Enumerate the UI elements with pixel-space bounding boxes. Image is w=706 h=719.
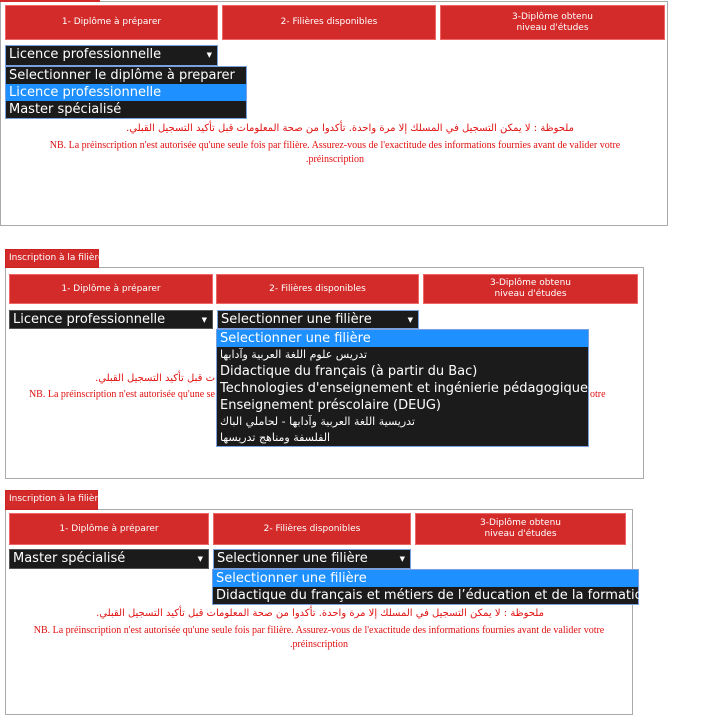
- step3-header: [440, 5, 665, 40]
- step1-header: 1- Diplôme à préparer: [5, 5, 218, 40]
- step3-line2: niveau d'études: [484, 529, 557, 539]
- dropdown-option[interactable]: Enseignement préscolaire (DEUG): [220, 398, 441, 413]
- filiere-select-value: Selectionner une filière: [217, 551, 368, 566]
- arabic-note-partial: ت قبل تأكيد التسجيل القبلي.: [95, 373, 215, 384]
- chevron-down-icon: ▼: [407, 316, 413, 324]
- diplome-select-value: Licence professionnelle: [9, 47, 162, 62]
- step3-line1: 3-Diplôme obtenu: [490, 278, 571, 288]
- step3-line1: 3-Diplôme obtenu: [512, 11, 593, 22]
- arabic-note: ملحوظة : لا يمكن التسجيل في المسلك إلا مرة واحدة. تأكدوا من صحة المعلومات قبل تأكيد التسجيل القبلي.: [126, 123, 574, 134]
- step3-header: [423, 274, 638, 304]
- dropdown-option[interactable]: Selectionner le diplôme à preparer: [9, 68, 235, 83]
- step2-header: 2- Filières disponibles: [213, 513, 411, 545]
- french-note-partial: NB. La préinscription n'est autorisée qu'une se: [28, 389, 215, 400]
- diplome-select[interactable]: [5, 45, 218, 66]
- step3-header: [415, 513, 626, 545]
- dropdown-option[interactable]: Master spécialisé: [9, 102, 122, 117]
- diplome-select[interactable]: [9, 549, 209, 569]
- dropdown-option[interactable]: Didactique du français et métiers de l’éducation et de la formation: [216, 588, 651, 603]
- french-note-line: NB. La préinscription n'est autorisée qu'une seule fois par filière. Assurez-vous de l'exactitude des informations fournies avant de valider votre: [49, 140, 621, 151]
- dropdown-option[interactable]: Technologies d'enseignement et ingénierie pédagogique: [220, 381, 588, 396]
- french-note: [8, 624, 630, 652]
- filiere-select[interactable]: [213, 549, 411, 569]
- step2-header: 2- Filières disponibles: [216, 274, 419, 304]
- step2-header: 2- Filières disponibles: [222, 5, 436, 40]
- diplome-select-value: Master spécialisé: [13, 551, 126, 566]
- step3-line2: niveau d'études: [494, 289, 567, 299]
- filiere-select-value: Selectionner une filière: [221, 312, 372, 327]
- french-note-line: NB. La préinscription n'est autorisée qu'une seule fois par filière. Assurez-vous de l'exactitude des informations fournies avant de valider votre: [33, 625, 605, 636]
- diplome-dropdown-list: [5, 66, 247, 119]
- step3-line1: 3-Diplôme obtenu: [480, 518, 561, 528]
- filiere-dropdown-list: [216, 329, 589, 447]
- chevron-down-icon: ▼: [197, 555, 203, 563]
- dropdown-option[interactable]: Didactique du français (à partir du Bac): [220, 364, 478, 379]
- diplome-select-value: Licence professionnelle: [13, 312, 166, 327]
- chevron-down-icon: ▼: [201, 316, 207, 324]
- dropdown-option-selected[interactable]: Selectionner une filière: [217, 330, 588, 347]
- french-note-end: .préinscription: [305, 154, 365, 165]
- tab-inscription-filiere[interactable]: Inscription à la filière: [5, 249, 99, 268]
- arabic-note: ملحوظة : لا يمكن التسجيل في المسلك إلا مرة واحدة. تأكدوا من صحة المعلومات قبل تأكيد التسجيل القبلي.: [96, 608, 544, 619]
- filiere-dropdown-list: [212, 569, 651, 605]
- tab-inscription-filiere[interactable]: Inscription à la filière: [5, 490, 98, 510]
- dropdown-option[interactable]: تدريسية اللغة العربية وآدابها - لحاملي الباك: [220, 415, 415, 428]
- dropdown-option-selected[interactable]: Licence professionnelle: [6, 84, 246, 101]
- dropdown-option[interactable]: تدريس علوم اللغة العربية وآدابها: [220, 348, 368, 361]
- french-note-end: .préinscription: [289, 639, 349, 650]
- dropdown-option[interactable]: الفلسفة ومناهج تدريسها: [220, 431, 331, 444]
- step3-line2: niveau d'études: [516, 22, 589, 33]
- diplome-select[interactable]: [9, 310, 213, 329]
- step1-header: 1- Diplôme à préparer: [9, 513, 209, 545]
- tab-edge: [0, 0, 100, 2]
- dropdown-option-selected[interactable]: Selectionner une filière: [213, 570, 638, 587]
- french-note-partial-end: otre: [590, 389, 606, 400]
- chevron-down-icon: ▼: [399, 555, 405, 563]
- step1-header: 1- Diplôme à préparer: [9, 274, 213, 304]
- french-note: [10, 139, 660, 167]
- chevron-down-icon: ▼: [206, 51, 212, 59]
- filiere-select[interactable]: [217, 310, 419, 329]
